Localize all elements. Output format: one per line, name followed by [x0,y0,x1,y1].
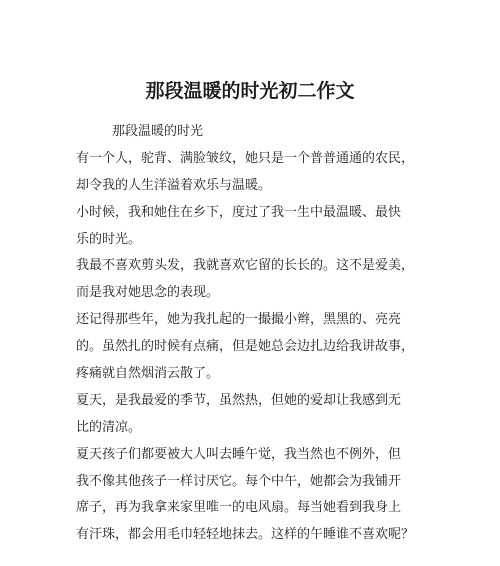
text-line: 有一个人，驼背、满脸皱纹，她只是一个普普通通的农民， [76,150,415,166]
text-line: 小时候，我和她住在乡下，度过了我一生中最温暖、最快 [76,204,402,220]
text-line: 夏天孩子们都要被大人叫去睡午觉，我当然也不例外，但 [76,446,402,462]
text-line: 乐的时光。 [76,231,142,247]
text-line: 还记得那些年，她为我扎起的一撮撮小辫，黑黑的、亮亮 [76,312,402,328]
text-line: 夏天，是我最爱的季节，虽然热，但她的爱却让我感到无 [76,392,402,408]
essay-subtitle: 那段温暖的时光 [112,124,204,139]
text-line: 我最不喜欢剪头发，我就喜欢它留的长长的。这不是爱美， [76,258,415,274]
essay-body [76,119,432,549]
text-line: 却令我的人生洋溢着欢乐与温暖。 [76,177,272,193]
page-title: 那段温暖的时光初二作文 [145,80,355,102]
text-line: 比的清凉。 [76,419,142,435]
text-line: 而是我对她思念的表现。 [76,285,220,301]
text-line: 我不像其他孩子一样讨厌它。每个中午，她都会为我铺开 [76,473,402,489]
text-line: 席子，再为我拿来家里唯一的电风扇。每当她看到我身上 [76,500,402,516]
text-line: 疼痛就自然烟消云散了。 [76,366,220,382]
text-line: 的。虽然扎的时候有点痛，但是她总会边扎边给我讲故事， [76,339,415,355]
text-line: 有汗珠，都会用毛巾轻轻地抹去。这样的午睡谁不喜欢呢？ [76,527,415,543]
